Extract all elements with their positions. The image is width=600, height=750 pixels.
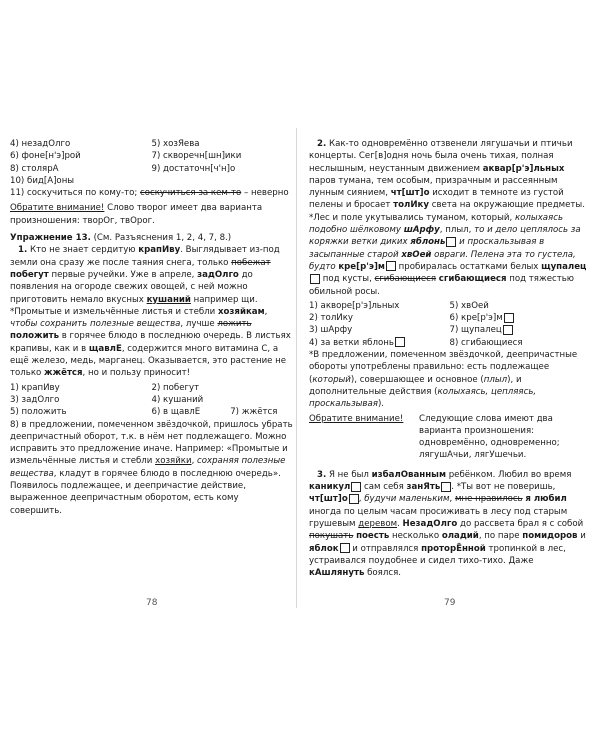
blank-box (351, 482, 361, 492)
blank-box (349, 494, 359, 504)
answer-item: 4) незадОлго (10, 139, 71, 149)
answer-item: 9) достаточн[ч'н]о (151, 163, 236, 174)
blank-box (395, 337, 405, 347)
task-3-text: 3. Я не был избалОванным ребёнком. Любил во время каникул сам себя занЯть . *Ты вот не поверишь, чт[шт]о , будучи маленьким, мне нравилось я любил иногда по целым часам просиживать в лесу под старым грушевым деревом. НезадОлго до рассвета брал я с собой покушать поесть несколько оладий, по паре помидоров и яблок и отправлялся проторЁнной тропинкой в лес, устраивался поудобнее и сидел тихо-тихо. Даже кАшлянуть боялся. (309, 469, 586, 579)
answer-item: 1) крапИву (10, 382, 60, 393)
answer-item: 6) в щавлЕ 7) жжётся (151, 407, 278, 418)
attention-label: Обратите внимание! (10, 203, 105, 214)
blank-box (340, 543, 350, 553)
answer-item: 3) шАрфу (309, 325, 353, 336)
attention-note: Обратите внимание! Слово творог имеет два варианта произношения: творОг, твОрог. (10, 203, 263, 226)
page-number-left: 78 (146, 598, 158, 608)
left-page (10, 138, 293, 517)
blank-box (441, 482, 451, 492)
answer-item: 5) хвОей (449, 300, 489, 311)
answers-2 (10, 382, 293, 419)
task-text: 1. Кто не знает сердитую крапИву. Выглядывает из-под земли она сразу же после таяния снега, только побежат побегут первые ручейки. Уже в апреле, задОлго до появления на огороде свежих овощей, с ней можно приготовить немало вкусных кушаний например щи. *Промытые и измельчённые листья и стебли хозяйкам, чтобы сохранить полезные вещества, лучше ложить положить в горячее блюдо в последнюю очередь. В листьях крапивы, как и в щавлЕ, содержится много витамина С, а ещё железо, медь, марганец. Оказывается, это растение не только жжётся, но и пользу приносит! (10, 245, 291, 379)
attention-label: Обратите внимание! (309, 413, 404, 424)
answer-item: 4) кушаний (151, 394, 204, 405)
answer-item: 7) щупалец (450, 324, 591, 336)
answer-item: 3) задОлго (10, 394, 60, 405)
attention-note: Обратите внимание! Следующие слова имеют два варианта произношения: одновремённо, одновременно; лягушАчьи, лягУшечьи. (309, 413, 560, 461)
blank-box (503, 325, 513, 335)
answer-item: 6) фоне[н'э]рой (10, 151, 81, 162)
exercise-heading: Упражнение 13. (См. Разъяснения 1, 2, 4, 7, 8.) (10, 233, 232, 244)
answer-11: 11) соскучиться по кому-то; соскучиться за кем-то – неверно (10, 188, 289, 199)
answer-item: 8) столярА (10, 163, 59, 174)
answer-item: 4) за ветки яблонь (309, 337, 450, 349)
answer-item: 6) кре[р'э]м (450, 312, 591, 324)
page-gutter (296, 128, 297, 608)
answer-item: 5) хозЯева (151, 139, 200, 149)
answer-item: 1) акворе[р'э]льных (309, 300, 400, 311)
answers-right (309, 300, 590, 349)
answers-top (10, 138, 293, 187)
right-page (309, 138, 590, 579)
paragraph-8: 8) в предложении, помеченном звёздочкой, пришлось убрать деепричастный оборот, т.к. в нём нет подлежащего. Можно исправить это предложение иначе. Например: «Промытые и измельчённые листья и стебли хозяйки, сохраняя полезные вещества, кладут в горячее блюдо в последнюю очередь». Появилось подлежащее, и деепричастие действие, выраженное деепричастным оборотом, есть кому совершить. (10, 419, 293, 516)
task-2-text: 2. Как-то одновремённо отзвенели лягушачьи и птичьи концерты. Сег[в]одня ночь была очень тихая, полная неслышным, неустанным движением аквар[р'э]льных паров тумана, тем особым, призрачным и рассеянным лунным сиянием, чт[шт]о исходит в темноте из густой пелены и бросает толИку света на окружающие предметы. *Лес и поле укутывались туманом, который, колыхаясь подобно шёлковому шАрфу, плыл, то и дело цеплялось за коряжки ветки диких яблонь и проскальзывая в засыпанные старой хвОей овраги. Пелена эта то густела, будто кре[р'э]м пробиралась остатками белых щупалец под кусты, сгибающиеся сгибающиеся под тяжестью обильной росы. (309, 139, 587, 297)
footnote: *В предложении, помеченном звёздочкой, деепричастные обороты употреблены правильно: есть подлежащее (который), совершающее и основное (плыл), и дополнительные действия (колыхаясь, цепляясь, проскальзывая). (309, 350, 578, 410)
page-number-right: 79 (444, 598, 456, 608)
exercise-title: Упражнение 13. (10, 233, 91, 244)
answer-item: 10) бид[А]оны (10, 175, 75, 186)
blank-box (386, 261, 396, 271)
blank-box (310, 274, 320, 284)
answer-item: 7) скворечн[шн]ики (151, 151, 242, 162)
answer-item: 5) положить (10, 407, 67, 418)
answer-item: 8) сгибающиеся (449, 337, 523, 348)
blank-box (446, 237, 456, 247)
blank-box (504, 313, 514, 323)
answer-item: 2) побегут (151, 382, 200, 393)
answer-item: 2) толИку (309, 313, 354, 324)
